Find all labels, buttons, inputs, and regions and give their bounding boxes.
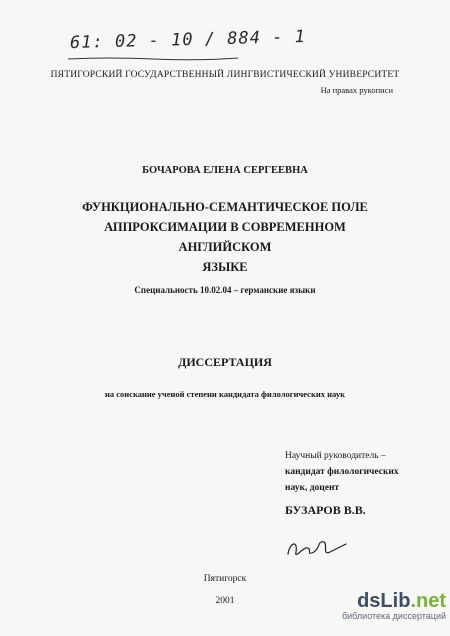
supervisor-role: Научный руководитель – bbox=[285, 451, 386, 461]
year: 2001 bbox=[215, 596, 235, 606]
watermark-logo bbox=[342, 590, 446, 621]
city: Пятигорск bbox=[203, 574, 247, 584]
supervisor-degree: кандидат филологических bbox=[285, 467, 399, 477]
supervisor-name: БУЗАРОВ В.В. bbox=[285, 503, 366, 517]
manuscript-rights: На правах рукописи bbox=[320, 85, 393, 95]
specialty: Специальность 10.02.04 – германские языки bbox=[134, 285, 316, 295]
watermark-brand: dsLib.net bbox=[357, 590, 446, 612]
title-line: ЯЗЫКЕ bbox=[202, 260, 248, 274]
watermark-tagline: библиотека диссертаций bbox=[341, 611, 446, 621]
university-name: ПЯТИГОРСКИЙ ГОСУДАРСТВЕННЫЙ ЛИНГВИСТИЧЕСКИЙ УНИВЕРСИТЕТ bbox=[50, 70, 400, 80]
handwritten-code: 61: 02 - 10 / 884 - 1 bbox=[69, 26, 307, 54]
dissertation-title bbox=[60, 197, 390, 277]
degree-line: на соискание ученой степени кандидата филологических наук bbox=[104, 389, 345, 399]
supervisor-block bbox=[285, 448, 399, 496]
signature bbox=[284, 532, 354, 564]
title-line: ФУНКЦИОНАЛЬНО-СЕМАНТИЧЕСКОЕ ПОЛЕ bbox=[82, 200, 368, 214]
author-name: БОЧАРОВА ЕЛЕНА СЕРГЕЕВНА bbox=[142, 165, 308, 176]
handwritten-underline bbox=[68, 56, 238, 62]
supervisor-title: наук, доцент bbox=[285, 483, 340, 493]
title-line: АППРОКСИМАЦИИ В СОВРЕМЕННОМ АНГЛИЙСКОМ bbox=[104, 220, 346, 254]
document-type: ДИССЕРТАЦИЯ bbox=[178, 355, 272, 369]
